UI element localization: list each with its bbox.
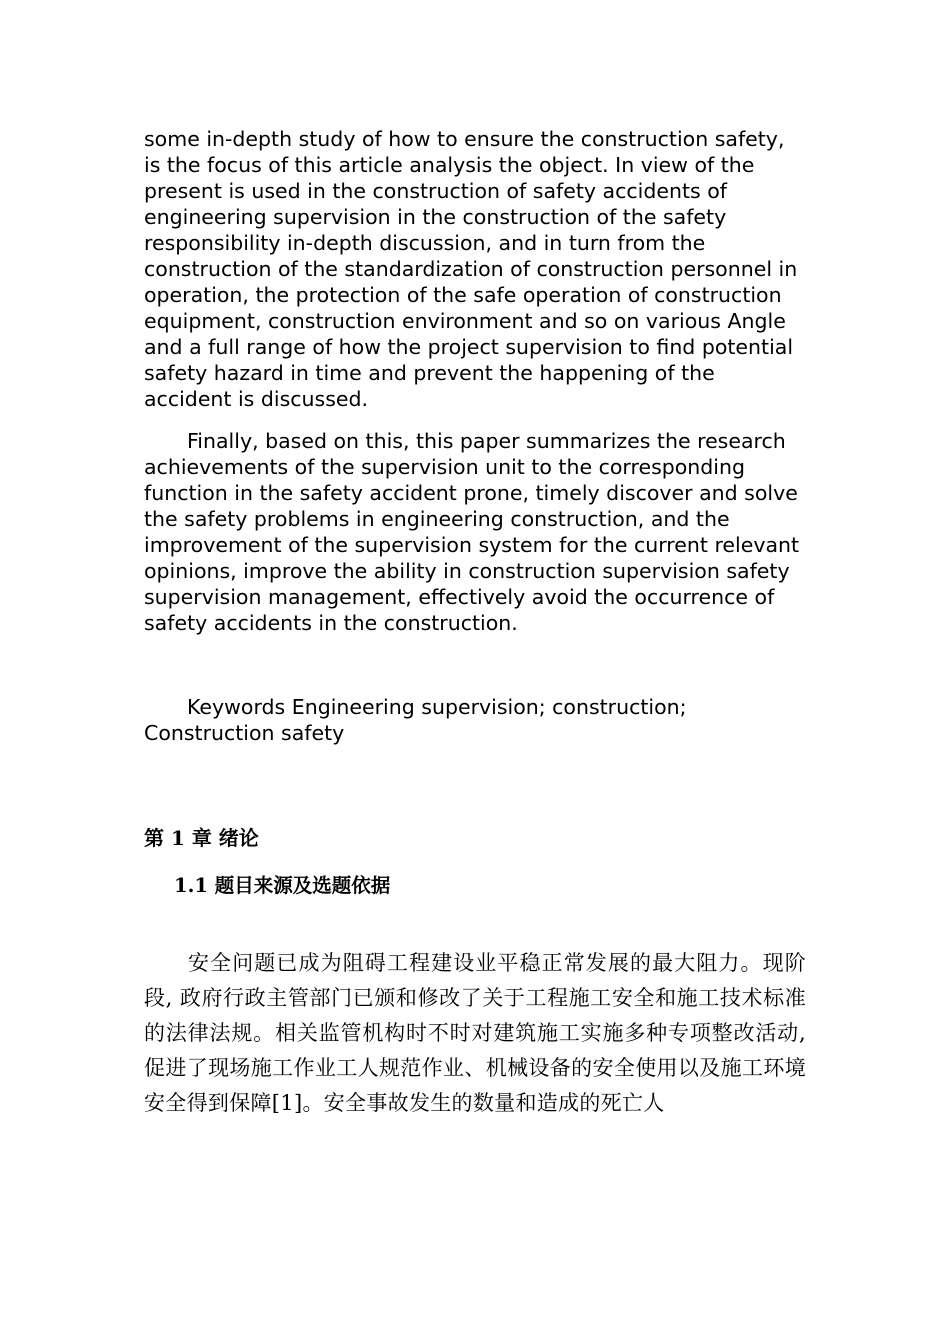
abstract-paragraph-1: some in-depth study of how to ensure the construction safety, is the focus of this article analysis the object. In view of the present is used in the construction of safety accidents of engineering supervision in the construction of the safety responsibility in-depth discussion, and in turn from the construction of the standardization of construction personnel in operation, the protection of the safe operation of construction equipment, construction environment and so on various Angle and a full range of how the project supervision to find potential safety hazard in time and prevent the happening of the accident is discussed. bbox=[144, 127, 798, 411]
body-paragraph-1: 安全问题已成为阻碍工程建设业平稳正常发展的最大阻力。现阶段, 政府行政主管部门已颁和修改了关于工程施工安全和施工技术标准的法律法规。相关监管机构时不时对建筑施工实施多种专项整改活动, 促进了现场施工作业工人规范作业、机械设备的安全使用以及施工环境安全得到保障[1]。安全事故发生的数量和造成的死亡人 bbox=[144, 951, 806, 1115]
section-heading: 1.1 题目来源及选题依据 bbox=[174, 874, 391, 897]
document-page bbox=[144, 126, 806, 1121]
chapter-heading: 第 1 章 绪论 bbox=[144, 826, 259, 850]
keywords-line: Keywords Engineering supervision; construction; Construction safety bbox=[144, 695, 687, 745]
abstract-paragraph-2: Finally, based on this, this paper summarizes the research achievements of the supervision unit to the corresponding function in the safety accident prone, timely discover and solve the safety problems in engineering construction, and the improvement of the supervision system for the current relevant opinions, improve the ability in construction supervision safety supervision management, effectively avoid the occurrence of safety accidents in the construction. bbox=[144, 429, 800, 635]
